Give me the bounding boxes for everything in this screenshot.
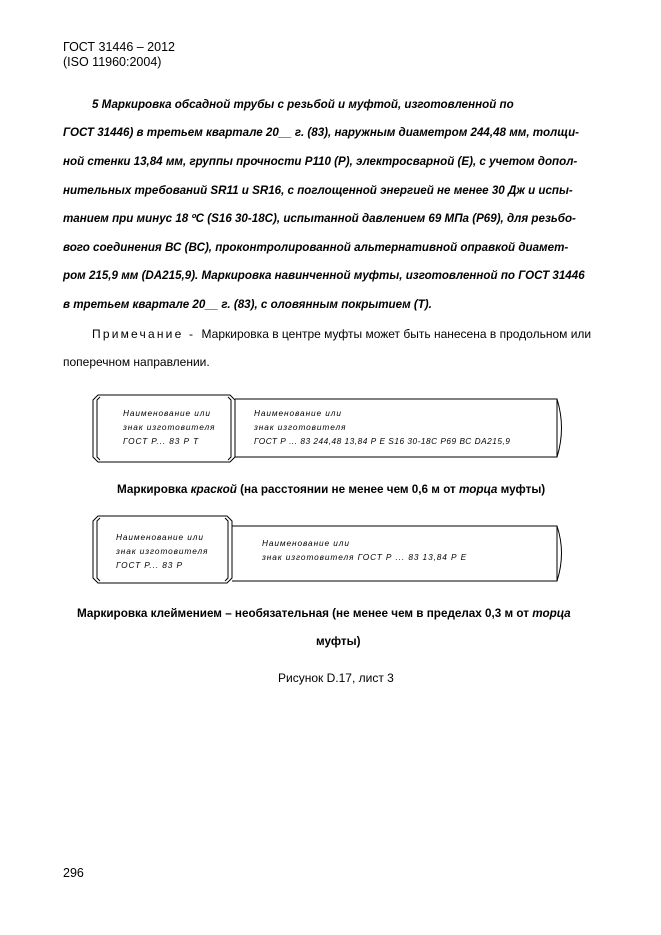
diagram-2-caption-line-1 <box>77 607 571 620</box>
caption-1-italic-a: краской <box>190 483 237 496</box>
clause-line-5: танием при минус 18 ºС (S16 30-18С), испытанной давлением 69 МПа (Р69), для резьбо- <box>63 212 576 225</box>
diagram-2-caption-line-2: муфты) <box>316 635 361 648</box>
caption-1-text-b: (на расстоянии не менее чем 0,6 м от <box>236 483 460 496</box>
caption-1-text-c: муфты) <box>497 483 546 496</box>
pipe-marking-2-line-2: знак изготовителя ГОСТ Р ... 83 13,84 Р Е <box>262 552 468 562</box>
iso-reference: (ISO 11960:2004) <box>63 55 162 69</box>
clause-line-7: ром 215,9 мм (DA215,9). Маркировка навинченной муфты, изготовленной по ГОСТ 31446 <box>63 269 585 282</box>
coupling-inner-right-1 <box>228 397 231 460</box>
pipe-marking-2-line-1: Наименование или <box>262 538 350 548</box>
coupling-marking-1-line-3: ГОСТ Р... 83 Р Т <box>123 436 200 446</box>
coupling-marking-2-line-1: Наименование или <box>116 532 204 542</box>
figure-caption: Рисунок D.17, лист 3 <box>278 671 394 685</box>
clause-line-8: в третьем квартале 20__ г. (83), с оловянным покрытием (Т). <box>63 298 432 311</box>
coupling-inner-right-2 <box>225 518 228 581</box>
diagram-1-caption <box>117 483 545 496</box>
clause-line-3: ной стенки 13,84 мм, группы прочности Р110 (Р), электросварной (Е), с учетом допол- <box>63 155 578 168</box>
standard-number: ГОСТ 31446 – 2012 <box>63 40 175 54</box>
page-number: 296 <box>63 866 84 880</box>
clause-line-4: нительных требований SR11 и SR16, с поглощенной энергией не менее 30 Дж и испы- <box>63 184 573 197</box>
coupling-inner-left-1 <box>97 397 100 460</box>
caption-2-italic: торца <box>532 607 571 620</box>
caption-2-text-a: Маркировка клеймением – необязательная (не менее чем в пределах 0,3 м от <box>77 607 533 620</box>
coupling-marking-1-line-1: Наименование или <box>123 408 211 418</box>
coupling-marking-1-line-2: знак изготовителя <box>123 422 216 432</box>
clause-line-2: ГОСТ 31446) в третьем квартале 20__ г. (83), наружным диаметром 244,48 мм, толщи- <box>63 126 580 139</box>
pipe-marking-1-line-1: Наименование или <box>254 408 342 418</box>
note-line-2: поперечном направлении. <box>63 355 210 369</box>
coupling-marking-2-line-2: знак изготовителя <box>116 546 209 556</box>
note-text: Маркировка в центре муфты может быть нанесена в продольном или <box>201 327 592 341</box>
coupling-marking-2-line-3: ГОСТ Р... 83 Р <box>116 560 183 570</box>
pipe-marking-1-line-2: знак изготовителя <box>254 422 347 432</box>
pipe-end-arc-1 <box>557 399 562 457</box>
caption-1-italic-b: торца <box>459 483 498 496</box>
caption-1-text-a: Маркировка <box>117 483 191 496</box>
pipe-marking-1-line-3: ГОСТ Р ... 83 244,48 13,84 Р Е S16 30-18С Р69 ВС DA215,9 <box>254 436 511 446</box>
pipe-end-arc-2 <box>557 526 562 581</box>
note-label: Примечание - <box>92 327 196 341</box>
clause-line-1: 5 Маркировка обсадной трубы с резьбой и муфтой, изготовленной по <box>92 98 514 111</box>
coupling-inner-left-2 <box>97 518 100 581</box>
clause-line-6: вого соединения ВС (ВС), проконтролированной альтернативной оправкой диамет- <box>63 241 569 254</box>
